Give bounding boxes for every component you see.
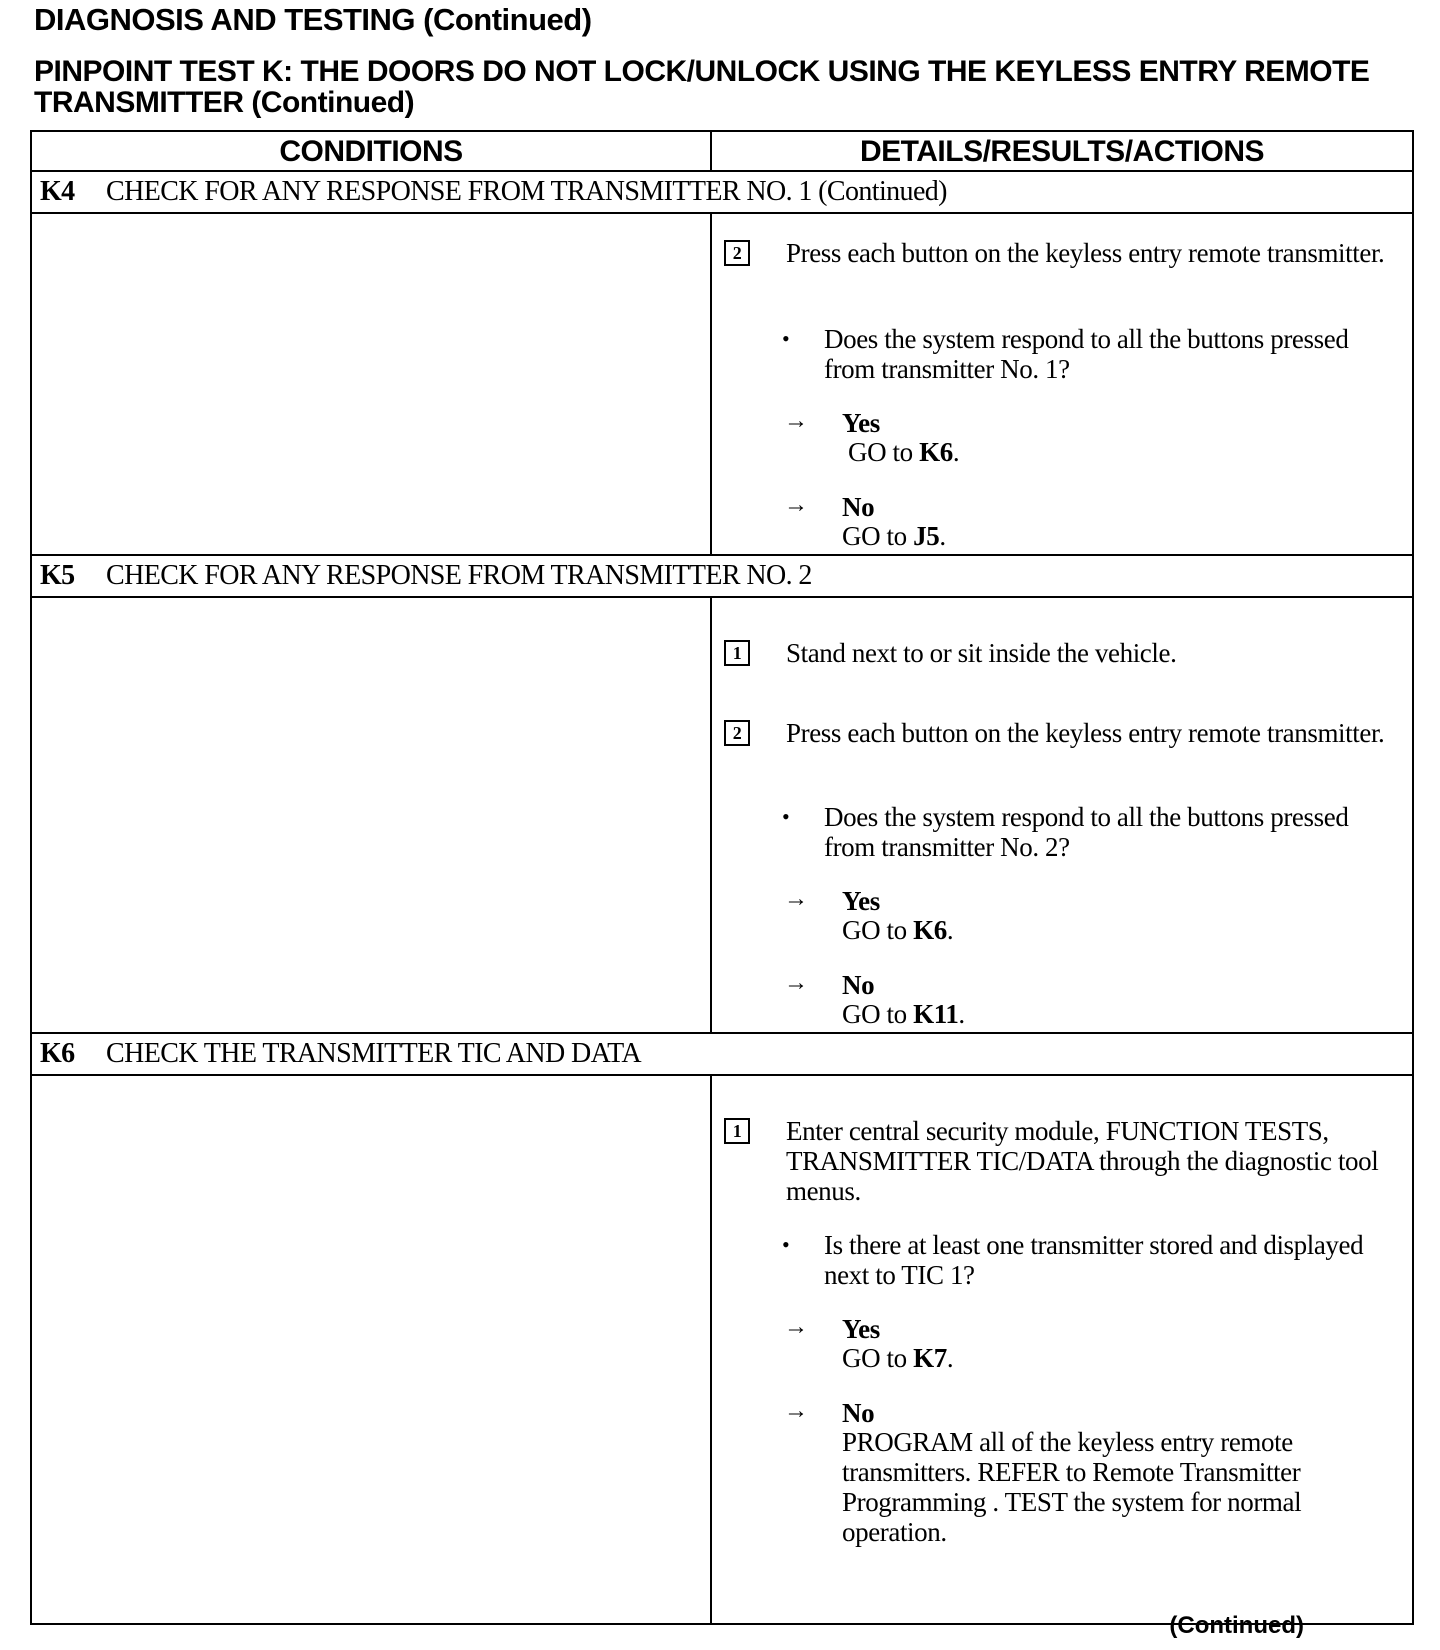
answer-action (842, 521, 1402, 551)
continued-footer: (Continued) (1169, 1612, 1304, 1639)
arrow-right-icon: → (784, 492, 808, 518)
step-number-box: 1 (724, 640, 750, 666)
conditions-cell (32, 598, 712, 1032)
details-header: DETAILS/RESULTS/ACTIONS (859, 135, 1265, 168)
section-title-k4 (32, 172, 1412, 214)
answer-label: Yes (842, 886, 880, 916)
bullet-icon: • (782, 1232, 790, 1257)
answer-label: No (842, 970, 875, 1000)
section-body-k5 (32, 598, 1412, 1034)
section-body-k6 (32, 1076, 1412, 1623)
step-text: Stand next to or sit inside the vehicle. (786, 638, 1177, 668)
action-text: GO to (848, 437, 913, 467)
arrow-right-icon: → (784, 408, 808, 434)
details-cell (712, 598, 1412, 1032)
answer-action (848, 437, 1408, 467)
details-cell (712, 214, 1412, 554)
page-heading: DIAGNOSIS AND TESTING (Continued) (34, 2, 592, 37)
section-title-text: CHECK FOR ANY RESPONSE FROM TRANSMITTER NO. 1 (Continued) (106, 176, 947, 207)
conditions-cell (32, 1076, 712, 1623)
action-end: . (946, 1343, 954, 1373)
section-code: K6 (40, 1038, 75, 1069)
step-text: Enter central security module, FUNCTION TESTS, TRANSMITTER TIC/DATA through the diagnostic tool menus. (786, 1116, 1379, 1206)
arrow-right-icon: → (784, 886, 808, 912)
question-text: Does the system respond to all the buttons pressed from transmitter No. 1? (824, 324, 1349, 384)
section-body-k4 (32, 214, 1412, 556)
action-end: . (958, 999, 965, 1029)
section-title-k6 (32, 1034, 1412, 1076)
section-code: K4 (40, 176, 75, 207)
answer-label: No (842, 1398, 875, 1428)
answer-action (842, 999, 1402, 1029)
step-number-box: 2 (724, 240, 750, 266)
action-text: GO to (842, 1343, 907, 1373)
section-title-text: CHECK THE TRANSMITTER TIC AND DATA (106, 1038, 642, 1069)
arrow-right-icon: → (784, 1398, 808, 1424)
action-end: . (939, 521, 946, 551)
section-code: K5 (40, 560, 75, 591)
question-text: Does the system respond to all the buttons pressed from transmitter No. 2? (824, 802, 1349, 862)
answer-label: Yes (842, 1314, 880, 1344)
action-text: GO to (842, 999, 907, 1029)
step-text: Press each button on the keyless entry remote transmitter. (786, 718, 1385, 748)
answer-label: Yes (842, 408, 880, 438)
step-text: Press each button on the keyless entry remote transmitter. (786, 238, 1385, 268)
bullet-icon: • (782, 804, 790, 829)
arrow-right-icon: → (784, 1314, 808, 1340)
conditions-header: CONDITIONS (32, 132, 712, 170)
target-step: K6 (913, 915, 947, 945)
question-text: Is there at least one transmitter stored and displayed next to TIC 1? (824, 1230, 1364, 1290)
target-step: K11 (913, 999, 959, 1029)
answer-action: PROGRAM all of the keyless entry remote transmitters. REFER to Remote Transmitter Programming . TEST the system for normal operation. (842, 1427, 1302, 1547)
target-step: K6 (919, 437, 953, 467)
section-title-k5 (32, 556, 1412, 598)
pinpoint-test-title: PINPOINT TEST K: THE DOORS DO NOT LOCK/UNLOCK USING THE KEYLESS ENTRY REMOTE TRANSMITTER (Continued) (34, 55, 1370, 119)
answer-action (842, 1343, 1402, 1373)
arrow-right-icon: → (784, 970, 808, 996)
pinpoint-table (30, 130, 1414, 1625)
section-title-text: CHECK FOR ANY RESPONSE FROM TRANSMITTER NO. 2 (106, 560, 812, 591)
action-end: . (946, 915, 954, 945)
answer-label: No (842, 492, 875, 522)
action-text: GO to (842, 521, 907, 551)
bullet-icon: • (782, 326, 790, 351)
answer-action (842, 915, 1402, 945)
details-cell (712, 1076, 1412, 1623)
table-header (32, 132, 1412, 172)
action-end: . (952, 437, 960, 467)
action-text: GO to (842, 915, 907, 945)
target-step: K7 (913, 1343, 947, 1373)
step-number-box: 1 (724, 1118, 750, 1144)
target-step: J5 (913, 521, 940, 551)
step-number-box: 2 (724, 720, 750, 746)
conditions-cell (32, 214, 712, 554)
